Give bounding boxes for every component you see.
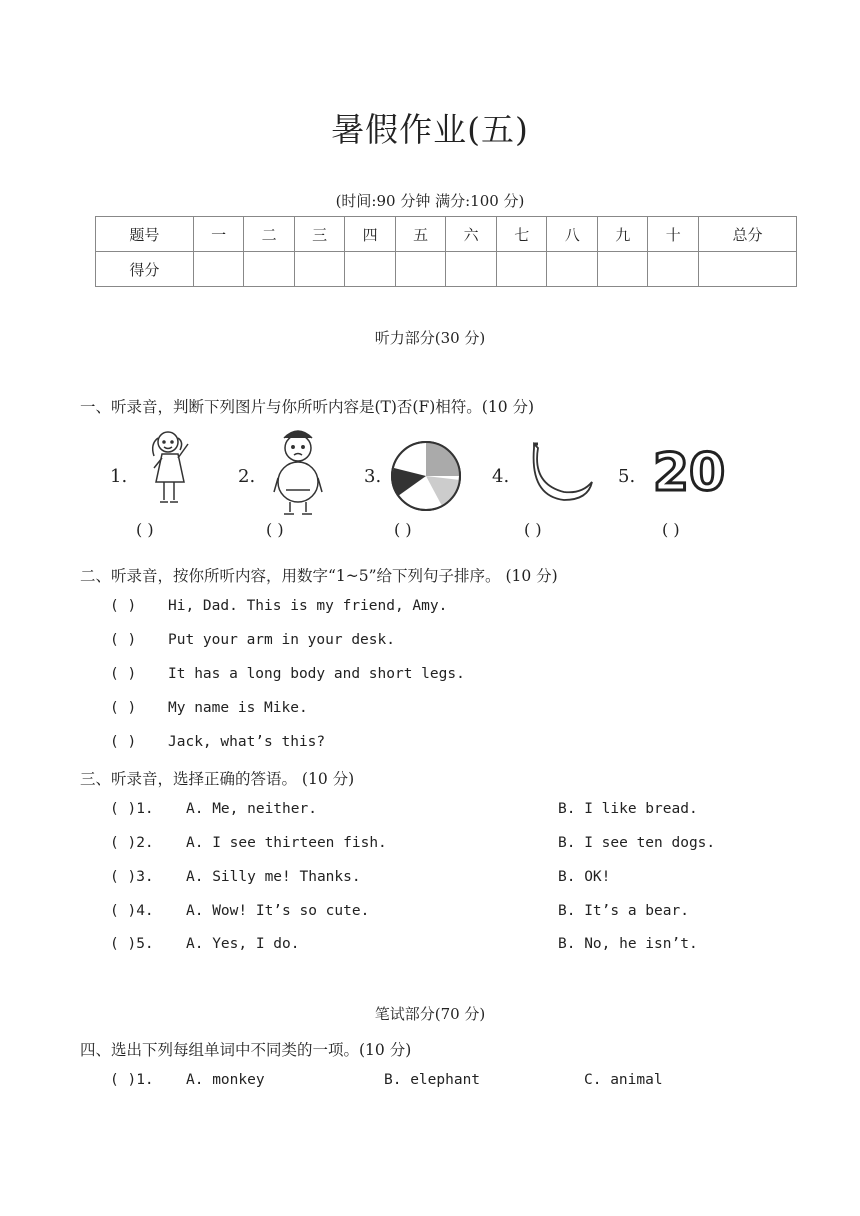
answer-parens: ( ) [110,734,137,750]
picture-number: 2. [238,466,256,487]
score-cell [345,252,396,287]
answer-parens: ( ) [266,520,284,539]
question-number: ( )5. [110,936,154,952]
picture-number: 4. [492,466,510,487]
sentence-text: It has a long body and short legs. [168,666,465,682]
header-cell: 七 [496,217,547,252]
answer-parens: ( ) [110,598,137,614]
score-cell [244,252,295,287]
option-a: A. monkey [186,1072,265,1088]
option-a: A. Wow! It’s so cute. [186,903,370,919]
header-cell: 四 [345,217,396,252]
row-label-cell: 得分 [96,252,194,287]
answer-parens: ( ) [110,632,137,648]
option-b: B. I see ten dogs. [558,835,716,851]
answer-parens: ( ) [524,520,542,539]
beach-ball-icon [390,440,462,512]
written-header: 笔试部分(70 分) [374,1005,486,1023]
picture-number: 5. [618,466,636,487]
number-twenty-icon [644,446,734,496]
score-cell [597,252,648,287]
header-cell: 题号 [96,217,194,252]
section-3-title: 三、听录音，选择正确的答语。 (10 分) [80,770,355,788]
option-b: B. It’s a bear. [558,903,689,919]
list-item [110,666,465,682]
option-a: A. Me, neither. [186,801,317,817]
score-cell [395,252,446,287]
section-4-title: 四、选出下列每组单词中不同类的一项。(10 分) [80,1041,412,1059]
option-b: B. No, he isn’t. [558,936,698,952]
picture-number: 3. [364,466,382,487]
list-item [110,734,325,750]
score-cell [648,252,699,287]
question-number: ( )4. [110,903,154,919]
score-cell [294,252,345,287]
score-table-score-row [96,252,797,287]
score-table-header-row [96,217,797,252]
header-cell: 九 [597,217,648,252]
option-a: A. I see thirteen fish. [186,835,387,851]
sentence-text: Jack, what’s this? [168,734,326,750]
sentence-text: My name is Mike. [168,700,308,716]
header-cell: 总分 [699,217,797,252]
page-title: 暑假作业(五) [331,110,529,149]
header-cell: 十 [648,217,699,252]
list-item [110,700,308,716]
picture-number: 1. [110,466,128,487]
answer-parens: ( ) [662,520,680,539]
score-cell [193,252,244,287]
option-a: A. Yes, I do. [186,936,300,952]
option-c: C. animal [584,1072,663,1088]
sentence-text: Hi, Dad. This is my friend, Amy. [168,598,448,614]
answer-parens: ( ) [110,700,137,716]
twenty-text: 20 [652,446,726,496]
listening-header: 听力部分(30 分) [374,329,486,347]
header-cell: 三 [294,217,345,252]
header-cell: 六 [446,217,497,252]
section-1-title: 一、听录音，判断下列图片与你所听内容是(T)否(F)相符。(10 分) [80,398,535,416]
time-info: (时间:90 分钟 满分:100 分) [335,192,525,210]
score-cell [547,252,598,287]
list-item [110,632,395,648]
list-item [110,598,447,614]
header-cell: 一 [193,217,244,252]
banana-icon [520,442,596,502]
chubby-boy-icon [268,428,328,520]
answer-parens: ( ) [394,520,412,539]
answer-parens: ( ) [136,520,154,539]
girl-waving-icon [142,428,198,512]
header-cell: 五 [395,217,446,252]
score-cell [496,252,547,287]
header-cell: 二 [244,217,295,252]
question-number: ( )2. [110,835,154,851]
section-2-title: 二、听录音，按你所听内容，用数字“1~5”给下列句子排序。 (10 分) [80,567,558,585]
option-b: B. I like bread. [558,801,698,817]
header-cell: 八 [547,217,598,252]
score-cell [446,252,497,287]
question-number: ( )1. [110,801,154,817]
question-number: ( )1. [110,1072,154,1088]
sentence-text: Put your arm in your desk. [168,632,395,648]
score-table [95,216,797,287]
answer-parens: ( ) [110,666,137,682]
option-b: B. OK! [558,869,611,885]
option-a: A. Silly me! Thanks. [186,869,361,885]
option-b: B. elephant [384,1072,481,1088]
question-number: ( )3. [110,869,154,885]
score-cell [699,252,797,287]
